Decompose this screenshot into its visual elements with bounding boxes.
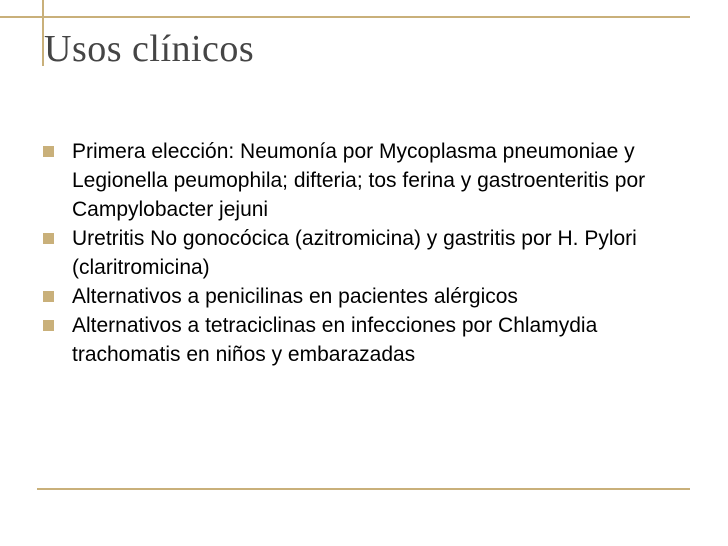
bullet-text: Alternativos a tetraciclinas en infecciones por Chlamydia trachomatis en niños y embarazadas	[72, 314, 598, 366]
bullet-item	[43, 311, 683, 369]
frame-bottom-rule	[37, 488, 690, 490]
frame-top-rule	[0, 16, 690, 18]
bullet-item	[43, 224, 683, 282]
square-bullet-icon	[43, 291, 54, 302]
square-bullet-icon	[43, 233, 54, 244]
bullet-item	[43, 137, 683, 224]
slide-title: Usos clínicos	[44, 28, 255, 70]
bullet-text: Alternativos a penicilinas en pacientes alérgicos	[72, 285, 518, 308]
bullet-list	[43, 137, 683, 369]
bullet-text: Primera elección: Neumonía por Mycoplasma pneumoniae y Legionella peumophila; difteria; tos ferina y gastroenteritis por Campylobacter jejuni	[72, 140, 646, 221]
square-bullet-icon	[43, 146, 54, 157]
square-bullet-icon	[43, 320, 54, 331]
bullet-text: Uretritis No gonocócica (azitromicina) y gastritis por H. Pylori (claritromicina)	[72, 227, 637, 279]
bullet-item	[43, 282, 683, 311]
